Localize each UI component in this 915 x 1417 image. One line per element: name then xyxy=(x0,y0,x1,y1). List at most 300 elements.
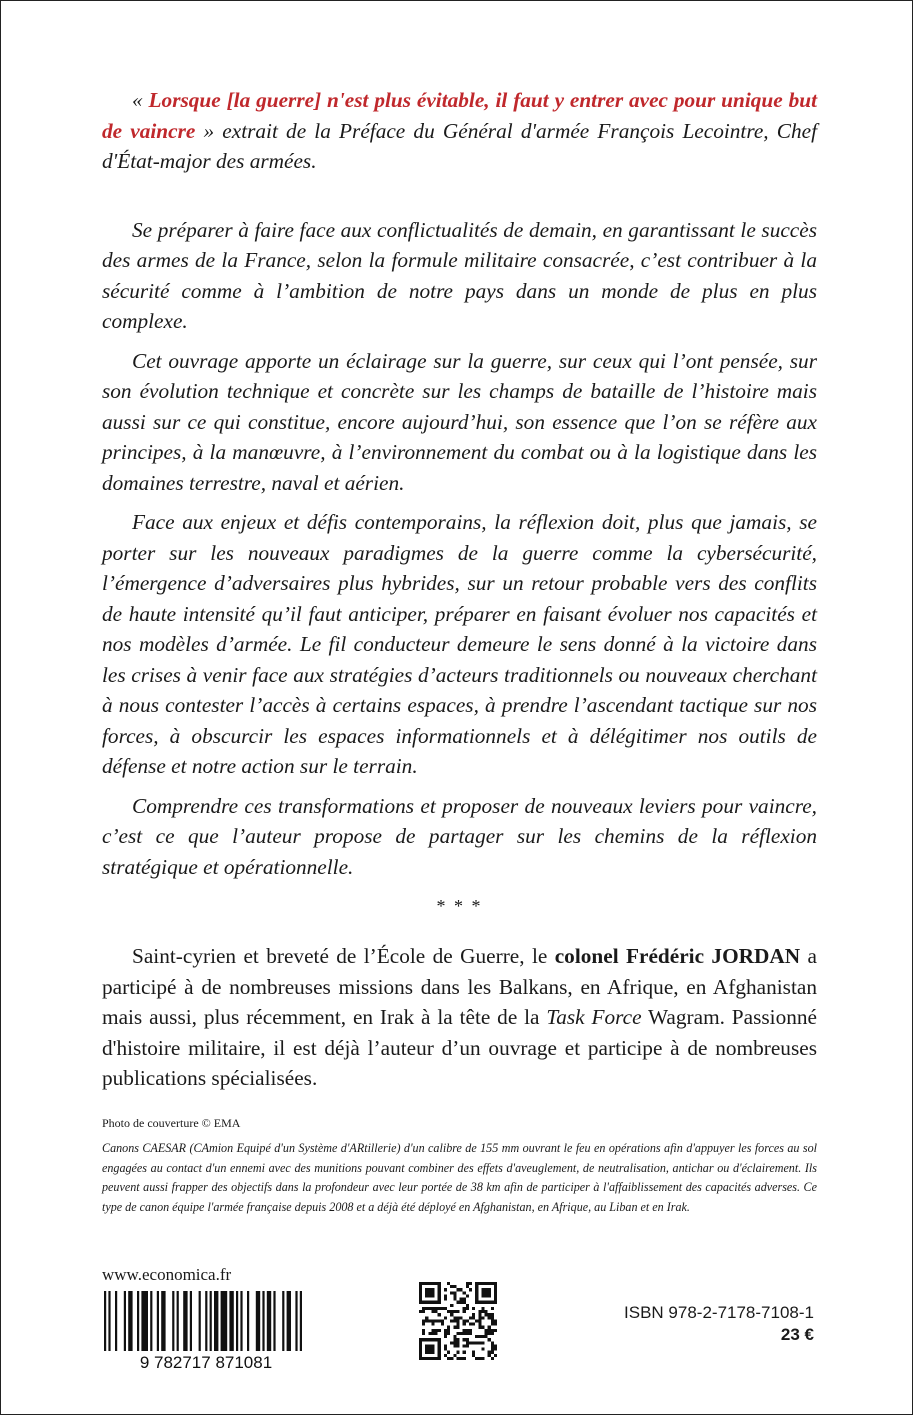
qr-cell xyxy=(438,1351,441,1354)
qr-cell xyxy=(453,1344,456,1347)
qr-cell xyxy=(438,1357,441,1360)
qr-cell xyxy=(494,1301,497,1304)
qr-cell xyxy=(494,1344,497,1347)
qr-cell xyxy=(469,1341,472,1344)
qr-cell xyxy=(425,1282,428,1285)
qr-cell xyxy=(438,1313,441,1316)
qr-cell xyxy=(431,1357,434,1360)
qr-cell xyxy=(481,1291,484,1294)
ean-barcode xyxy=(102,1291,310,1371)
qr-cell xyxy=(478,1335,481,1338)
qr-cell xyxy=(438,1341,441,1344)
qr-cell xyxy=(478,1341,481,1344)
qr-cell xyxy=(431,1310,434,1313)
barcode-bar xyxy=(150,1291,152,1351)
qr-cell xyxy=(485,1310,488,1313)
qr-cell xyxy=(453,1341,456,1344)
qr-cell xyxy=(428,1351,431,1354)
qr-cell xyxy=(425,1344,428,1347)
qr-cell xyxy=(491,1332,494,1335)
qr-cell xyxy=(494,1285,497,1288)
qr-cell xyxy=(422,1301,425,1304)
qr-cell xyxy=(425,1301,428,1304)
qr-cell xyxy=(456,1338,459,1341)
barcode-bar xyxy=(273,1291,275,1351)
qr-cell xyxy=(485,1335,488,1338)
qr-cell xyxy=(425,1357,428,1360)
qr-cell xyxy=(472,1323,475,1326)
qr-cell xyxy=(494,1323,497,1326)
paragraph-2: Cet ouvrage apporte un éclairage sur la guerre, sur ceux qui l’ont pensée, sur son évolution technique et concrète sur les champs de bataille de l’histoire mais aussi sur ce qui constitue, encore aujourd’hui, son essence que l’on se réfère aux principes, à la manœuvre, à l’environnement du combat ou à la logistique dans les domaines terrestre, naval et aérien. xyxy=(102,348,817,495)
qr-cell xyxy=(425,1316,428,1319)
qr-cell xyxy=(425,1294,428,1297)
qr-cell xyxy=(419,1338,422,1341)
qr-cell xyxy=(444,1288,447,1291)
qr-cell xyxy=(478,1310,481,1313)
qr-cell xyxy=(488,1288,491,1291)
qr-cell xyxy=(491,1323,494,1326)
qr-cell xyxy=(447,1332,450,1335)
qr-cell xyxy=(453,1310,456,1313)
barcode-bar xyxy=(210,1291,212,1351)
barcode-bar xyxy=(262,1291,264,1351)
barcode-bar xyxy=(161,1291,165,1351)
publisher-website[interactable]: www.economica.fr xyxy=(102,1265,232,1284)
barcode-bar xyxy=(287,1291,291,1351)
barcode-bar xyxy=(141,1291,148,1351)
qr-cell xyxy=(463,1323,466,1326)
qr-cell xyxy=(438,1285,441,1288)
qr-cell xyxy=(444,1294,447,1297)
qr-cell xyxy=(463,1307,466,1310)
barcode-bar xyxy=(157,1291,159,1351)
barcode-bar xyxy=(214,1291,218,1351)
qr-cell xyxy=(447,1282,450,1285)
qr-cell xyxy=(422,1332,425,1335)
qr-cell xyxy=(447,1329,450,1332)
barcode-bar xyxy=(115,1291,117,1351)
qr-cell xyxy=(460,1332,463,1335)
qr-cell xyxy=(469,1332,472,1335)
qr-cell xyxy=(475,1285,478,1288)
qr-cell xyxy=(475,1294,478,1297)
qr-cell xyxy=(428,1348,431,1351)
qr-cell xyxy=(494,1291,497,1294)
qr-cell xyxy=(438,1329,441,1332)
qr-cell xyxy=(435,1332,438,1335)
qr-cell xyxy=(478,1316,481,1319)
qr-cell xyxy=(485,1329,488,1332)
barcode-bars xyxy=(104,1291,302,1351)
qr-cell xyxy=(466,1294,469,1297)
qr-cell xyxy=(431,1282,434,1285)
qr-cell xyxy=(463,1357,466,1360)
barcode-bar xyxy=(190,1291,192,1351)
qr-cell xyxy=(478,1319,481,1322)
qr-cell xyxy=(428,1291,431,1294)
qr-cell xyxy=(481,1316,484,1319)
qr-cell xyxy=(491,1313,494,1316)
qr-cell xyxy=(466,1329,469,1332)
qr-cell xyxy=(450,1313,453,1316)
qr-cell xyxy=(463,1301,466,1304)
qr-cell xyxy=(419,1291,422,1294)
qr-cell xyxy=(491,1307,494,1310)
qr-cell xyxy=(453,1326,456,1329)
qr-cell xyxy=(491,1344,494,1347)
qr-cell xyxy=(450,1357,453,1360)
qr-cell xyxy=(444,1348,447,1351)
qr-cell xyxy=(463,1319,466,1322)
qr-cell xyxy=(488,1354,491,1357)
qr-cell xyxy=(438,1291,441,1294)
price: 23 € xyxy=(780,1325,814,1344)
paragraph-4: Comprendre ces transformations et proposer de nouveaux leviers pour vaincre, c’est ce que l’auteur propose de partager sur les chemins de la réflexion stratégique et opérationnelle. xyxy=(102,793,817,879)
qr-cell xyxy=(419,1282,422,1285)
qr-cell xyxy=(456,1341,459,1344)
qr-cell xyxy=(456,1319,459,1322)
qr-cells xyxy=(419,1282,497,1360)
qr-cell xyxy=(481,1294,484,1297)
qr-cell xyxy=(444,1316,447,1319)
qr-cell xyxy=(435,1307,438,1310)
qr-cell xyxy=(456,1357,459,1360)
qr-cell xyxy=(469,1329,472,1332)
qr-cell xyxy=(435,1301,438,1304)
qr-cell xyxy=(463,1351,466,1354)
qr-cell xyxy=(431,1301,434,1304)
qr-cell xyxy=(494,1288,497,1291)
qr-cell xyxy=(453,1316,456,1319)
qr-cell xyxy=(494,1329,497,1332)
qr-cell xyxy=(438,1298,441,1301)
qr-cell xyxy=(431,1344,434,1347)
qr-cell xyxy=(475,1335,478,1338)
qr-cell xyxy=(456,1344,459,1347)
qr-code xyxy=(419,1282,497,1360)
qr-cell xyxy=(466,1304,469,1307)
qr-cell xyxy=(475,1301,478,1304)
qr-cell xyxy=(431,1338,434,1341)
qr-cell xyxy=(485,1313,488,1316)
qr-cell xyxy=(472,1351,475,1354)
barcode-bar xyxy=(124,1291,126,1351)
qr-cell xyxy=(460,1298,463,1301)
qr-cell xyxy=(478,1301,481,1304)
qr-cell xyxy=(447,1351,450,1354)
qr-cell xyxy=(419,1298,422,1301)
qr-cell xyxy=(425,1348,428,1351)
qr-cell xyxy=(444,1307,447,1310)
qr-cell xyxy=(456,1323,459,1326)
qr-cell xyxy=(428,1282,431,1285)
qr-cell xyxy=(491,1282,494,1285)
qr-cell xyxy=(472,1307,475,1310)
qr-cell xyxy=(478,1282,481,1285)
qr-cell xyxy=(488,1291,491,1294)
qr-cell xyxy=(438,1288,441,1291)
qr-cell xyxy=(456,1301,459,1304)
section-separator: * * * xyxy=(436,896,483,916)
qr-cell xyxy=(422,1338,425,1341)
qr-cell xyxy=(435,1329,438,1332)
qr-cell xyxy=(450,1304,453,1307)
qr-cell xyxy=(447,1357,450,1360)
qr-cell xyxy=(488,1316,491,1319)
qr-cell xyxy=(453,1294,456,1297)
qr-cell xyxy=(450,1341,453,1344)
qr-cell xyxy=(419,1354,422,1357)
qr-cell xyxy=(428,1301,431,1304)
barcode-bar xyxy=(229,1291,233,1351)
qr-cell xyxy=(428,1357,431,1360)
qr-cell xyxy=(419,1285,422,1288)
bio-end: Wagram. Passionné d'histoire militaire, il est déjà l’auteur d’un ouvrage et participe à de nombreuses publications spécialisées. xyxy=(102,1005,817,1090)
quote-red-text: Lorsque [la guerre] n'est plus évitable, il faut y entrer avec pour unique but de vaincre xyxy=(102,88,818,143)
qr-cell xyxy=(444,1329,447,1332)
qr-cell xyxy=(491,1301,494,1304)
qr-cell xyxy=(485,1282,488,1285)
quote-open: « xyxy=(132,88,149,112)
qr-cell xyxy=(419,1348,422,1351)
qr-cell xyxy=(456,1351,459,1354)
qr-cell xyxy=(469,1282,472,1285)
qr-cell xyxy=(463,1298,466,1301)
barcode-bar xyxy=(128,1291,132,1351)
qr-cell xyxy=(481,1326,484,1329)
qr-cell xyxy=(435,1338,438,1341)
barcode-bar xyxy=(172,1291,174,1351)
qr-cell xyxy=(488,1332,491,1335)
qr-cell xyxy=(419,1341,422,1344)
qr-cell xyxy=(475,1282,478,1285)
barcode-bar xyxy=(267,1291,271,1351)
qr-cell xyxy=(460,1301,463,1304)
qr-cell xyxy=(466,1341,469,1344)
barcode-bar xyxy=(183,1291,187,1351)
qr-cell xyxy=(419,1310,422,1313)
qr-cell xyxy=(419,1344,422,1347)
qr-cell xyxy=(491,1351,494,1354)
qr-cell xyxy=(456,1288,459,1291)
qr-cell xyxy=(419,1301,422,1304)
qr-cell xyxy=(478,1313,481,1316)
qr-cell xyxy=(466,1282,469,1285)
qr-cell xyxy=(453,1298,456,1301)
qr-cell xyxy=(466,1319,469,1322)
qr-cell xyxy=(450,1310,453,1313)
qr-cell xyxy=(488,1301,491,1304)
qr-cell xyxy=(481,1301,484,1304)
qr-cell xyxy=(419,1294,422,1297)
qr-cell xyxy=(485,1301,488,1304)
qr-cell xyxy=(453,1319,456,1322)
qr-cell xyxy=(428,1288,431,1291)
qr-cell xyxy=(422,1282,425,1285)
qr-cell xyxy=(441,1307,444,1310)
qr-cell xyxy=(488,1313,491,1316)
qr-cell xyxy=(435,1357,438,1360)
qr-cell xyxy=(450,1319,453,1322)
qr-cell xyxy=(422,1319,425,1322)
qr-cell xyxy=(478,1323,481,1326)
qr-cell xyxy=(425,1291,428,1294)
qr-cell xyxy=(466,1338,469,1341)
qr-cell xyxy=(425,1319,428,1322)
qr-cell xyxy=(472,1354,475,1357)
qr-cell xyxy=(425,1338,428,1341)
qr-cell xyxy=(475,1288,478,1291)
qr-cell xyxy=(469,1316,472,1319)
qr-cell xyxy=(444,1332,447,1335)
qr-cell xyxy=(456,1316,459,1319)
qr-cell xyxy=(422,1323,425,1326)
author-bio xyxy=(102,941,817,1094)
qr-cell xyxy=(456,1332,459,1335)
qr-cell xyxy=(431,1351,434,1354)
qr-cell xyxy=(481,1357,484,1360)
qr-cell xyxy=(478,1326,481,1329)
bio-task-force: Task Force xyxy=(546,1005,642,1029)
qr-cell xyxy=(481,1307,484,1310)
qr-cell xyxy=(491,1329,494,1332)
qr-cell xyxy=(463,1291,466,1294)
qr-cell xyxy=(481,1335,484,1338)
barcode-bar xyxy=(295,1291,297,1351)
qr-cell xyxy=(419,1357,422,1360)
qr-cell xyxy=(453,1291,456,1294)
qr-cell xyxy=(431,1319,434,1322)
qr-cell xyxy=(450,1285,453,1288)
qr-cell xyxy=(460,1316,463,1319)
qr-cell xyxy=(438,1282,441,1285)
photo-caption: Canons CAESAR (CAmion Equipé d'un Système d'ARtillerie) d'un calibre de 155 mm ouvrant le feu en opérations afin d'appuyer les forces au sol engagées au contact d'un ennemi avec des munitions pouvant combiner des effets d'aveuglement, de neutralisation, antichar ou d'éclairement. Ils peuvent aussi frapper des objectifs dans la profondeur avec leur portée de 38 km afin de participer à l'affaiblissement des capacités adverses. Ce type de canon équipe l'armée française depuis 2008 et a déjà été déployé en Afghanistan, en Afrique, au Liban et en Irak. xyxy=(102,1141,817,1214)
qr-cell xyxy=(456,1310,459,1313)
qr-cell xyxy=(438,1319,441,1322)
qr-cell xyxy=(463,1332,466,1335)
qr-cell xyxy=(475,1341,478,1344)
quote-attribution: extrait de la Préface du Général d'armée François Lecointre, Chef d'État-major des armées. xyxy=(102,118,818,173)
qr-cell xyxy=(472,1316,475,1319)
author-name: colonel Frédéric JORDAN xyxy=(554,944,801,968)
qr-cell xyxy=(441,1319,444,1322)
qr-cell xyxy=(472,1341,475,1344)
qr-cell xyxy=(435,1310,438,1313)
qr-cell xyxy=(488,1329,491,1332)
qr-cell xyxy=(444,1335,447,1338)
qr-cell xyxy=(488,1282,491,1285)
qr-cell xyxy=(494,1294,497,1297)
qr-cell xyxy=(494,1348,497,1351)
qr-cell xyxy=(481,1310,484,1313)
qr-cell xyxy=(428,1332,431,1335)
qr-cell xyxy=(428,1344,431,1347)
qr-cell xyxy=(441,1323,444,1326)
qr-cell xyxy=(438,1338,441,1341)
paragraph-1: Se préparer à faire face aux conflictualités de demain, en garantissant le succès des armes de la France, selon la formule militaire consacrée, c’est contribuer à la sécurité comme à l’ambition de notre pays dans un monde de plus en plus complexe. xyxy=(102,217,817,333)
qr-cell xyxy=(488,1338,491,1341)
qr-cell xyxy=(438,1348,441,1351)
barcode-bar xyxy=(177,1291,179,1351)
qr-cell xyxy=(447,1326,450,1329)
qr-cell xyxy=(463,1338,466,1341)
qr-cell xyxy=(447,1310,450,1313)
qr-cell xyxy=(431,1288,434,1291)
epigraph-quote xyxy=(102,85,817,177)
qr-cell xyxy=(419,1351,422,1354)
qr-cell xyxy=(491,1316,494,1319)
qr-cell xyxy=(431,1323,434,1326)
qr-cell xyxy=(491,1341,494,1344)
qr-cell xyxy=(438,1307,441,1310)
qr-cell xyxy=(494,1319,497,1322)
qr-cell xyxy=(460,1288,463,1291)
qr-cell xyxy=(475,1357,478,1360)
qr-cell xyxy=(428,1338,431,1341)
qr-cell xyxy=(466,1344,469,1347)
qr-cell xyxy=(460,1357,463,1360)
qr-cell xyxy=(431,1291,434,1294)
qr-cell xyxy=(444,1298,447,1301)
qr-cell xyxy=(428,1307,431,1310)
barcode-digits: 9 782717 871081 xyxy=(139,1353,273,1371)
qr-cell xyxy=(438,1354,441,1357)
qr-cell xyxy=(453,1285,456,1288)
qr-cell xyxy=(488,1326,491,1329)
qr-cell xyxy=(422,1357,425,1360)
qr-cell xyxy=(419,1288,422,1291)
qr-cell xyxy=(438,1344,441,1347)
qr-cell xyxy=(453,1338,456,1341)
qr-cell xyxy=(431,1332,434,1335)
isbn-number: ISBN 978-2-7178-7108-1 xyxy=(624,1303,814,1322)
qr-cell xyxy=(488,1351,491,1354)
qr-cell xyxy=(481,1282,484,1285)
qr-cell xyxy=(494,1298,497,1301)
barcode-bar xyxy=(205,1291,207,1351)
qr-cell xyxy=(431,1294,434,1297)
bio-middle: a participé à de nombreuses missions dans les Balkans, en Afrique, en Afghanistan mais aussi, plus récemment, en Irak à la tête de la xyxy=(102,944,818,1029)
qr-cell xyxy=(431,1329,434,1332)
qr-cell xyxy=(481,1348,484,1351)
qr-cell xyxy=(494,1354,497,1357)
qr-cell xyxy=(422,1307,425,1310)
qr-cell xyxy=(438,1294,441,1297)
qr-cell xyxy=(491,1319,494,1322)
barcode-bar xyxy=(247,1291,249,1351)
qr-cell xyxy=(475,1291,478,1294)
qr-cell xyxy=(435,1282,438,1285)
qr-cell xyxy=(463,1344,466,1347)
qr-cell xyxy=(431,1348,434,1351)
qr-cell xyxy=(466,1332,469,1335)
qr-cell xyxy=(438,1301,441,1304)
qr-cell xyxy=(485,1291,488,1294)
qr-cell xyxy=(475,1298,478,1301)
qr-cell xyxy=(453,1354,456,1357)
qr-cell xyxy=(469,1288,472,1291)
qr-cell xyxy=(456,1326,459,1329)
qr-cell xyxy=(444,1354,447,1357)
qr-cell xyxy=(485,1294,488,1297)
qr-cell xyxy=(472,1313,475,1316)
qr-cell xyxy=(444,1344,447,1347)
qr-cell xyxy=(466,1285,469,1288)
qr-cell xyxy=(463,1310,466,1313)
qr-cell xyxy=(425,1307,428,1310)
qr-cell xyxy=(488,1294,491,1297)
barcode-bar xyxy=(199,1291,201,1351)
